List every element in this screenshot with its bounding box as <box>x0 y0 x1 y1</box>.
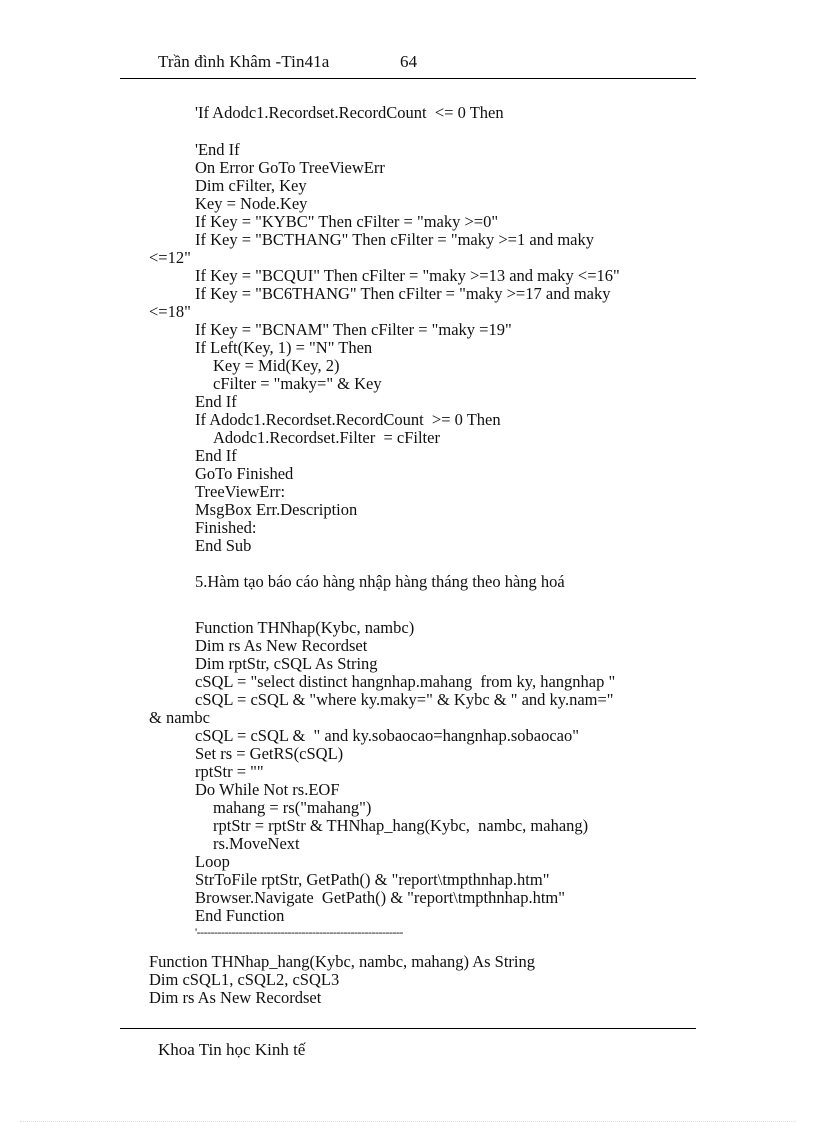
header-author: Trần đình Khâm -Tin41a <box>158 52 330 71</box>
code-line: mahang = rs("mahang") <box>213 798 372 817</box>
code-line: Dim rptStr, cSQL As String <box>195 654 378 673</box>
code-line: If Left(Key, 1) = "N" Then <box>195 338 373 357</box>
code-line: cSQL = cSQL & " and ky.sobaocao=hangnhap.sobaocao" <box>195 726 579 745</box>
code-line: If Key = "BCQUI" Then cFilter = "maky >=13 and maky <=16" <box>195 266 620 285</box>
page-footer: Khoa Tin học Kinh tế <box>158 1040 306 1059</box>
code-line: Dim cSQL1, cSQL2, cSQL3 <box>149 970 340 989</box>
code-line: Function THNhap_hang(Kybc, nambc, mahang) As String <box>149 952 536 971</box>
code-line: Loop <box>195 852 230 871</box>
code-line: If Key = "KYBC" Then cFilter = "maky >=0" <box>195 212 499 231</box>
code-line: If Key = "BCNAM" Then cFilter = "maky =19" <box>195 320 512 339</box>
code-line: Dim rs As New Recordset <box>149 988 322 1007</box>
code-line: StrToFile rptStr, GetPath() & "report\tmpthnhap.htm" <box>195 870 550 889</box>
code-line: cFilter = "maky=" & Key <box>213 374 382 393</box>
code-line: Dim rs As New Recordset <box>195 636 368 655</box>
code-line: & nambc <box>149 708 210 727</box>
code-line: If Adodc1.Recordset.RecordCount >= 0 Then <box>195 410 501 429</box>
code-line: rptStr = rptStr & THNhap_hang(Kybc, nambc, mahang) <box>213 816 589 835</box>
code-line: cSQL = cSQL & "where ky.maky=" & Kybc & " and ky.nam=" <box>195 690 614 709</box>
code-line: If Key = "BCTHANG" Then cFilter = "maky >=1 and maky <box>195 230 594 249</box>
page-header <box>158 52 418 72</box>
code-line: Finished: <box>195 518 257 537</box>
code-line: Key = Mid(Key, 2) <box>213 356 340 375</box>
code-line: Browser.Navigate GetPath() & "report\tmpthnhap.htm" <box>195 888 565 907</box>
footer-rule <box>120 1028 696 1029</box>
code-line: End If <box>195 446 237 465</box>
comment-separator: '----------------------------------------------------------- <box>195 925 403 939</box>
code-line: If Key = "BC6THANG" Then cFilter = "maky >=17 and maky <box>195 284 611 303</box>
code-line: Key = Node.Key <box>195 194 308 213</box>
code-line: 'If Adodc1.Recordset.RecordCount <= 0 Then <box>195 103 504 122</box>
header-rule <box>120 78 696 79</box>
code-line: <=18" <box>149 302 191 321</box>
page-number: 64 <box>400 52 418 71</box>
code-line: 'End If <box>195 140 240 159</box>
code-line: Function THNhap(Kybc, nambc) <box>195 618 415 637</box>
code-line: On Error GoTo TreeViewErr <box>195 158 385 177</box>
section-heading: 5.Hàm tạo báo cáo hàng nhập hàng tháng theo hàng hoá <box>195 572 565 591</box>
code-line: MsgBox Err.Description <box>195 500 358 519</box>
code-line: TreeViewErr: <box>195 482 286 501</box>
code-line: End Function <box>195 906 285 925</box>
page-edge-divider <box>20 1121 796 1122</box>
code-line: End If <box>195 392 237 411</box>
code-line: cSQL = "select distinct hangnhap.mahang from ky, hangnhap " <box>195 672 616 691</box>
code-line: Dim cFilter, Key <box>195 176 307 195</box>
code-line: rptStr = "" <box>195 762 264 781</box>
code-line: Set rs = GetRS(cSQL) <box>195 744 344 763</box>
code-line: GoTo Finished <box>195 464 294 483</box>
code-line: Adodc1.Recordset.Filter = cFilter <box>213 428 440 447</box>
code-line: End Sub <box>195 536 252 555</box>
code-line: Do While Not rs.EOF <box>195 780 340 799</box>
code-line: rs.MoveNext <box>213 834 300 853</box>
code-line: <=12" <box>149 248 191 267</box>
